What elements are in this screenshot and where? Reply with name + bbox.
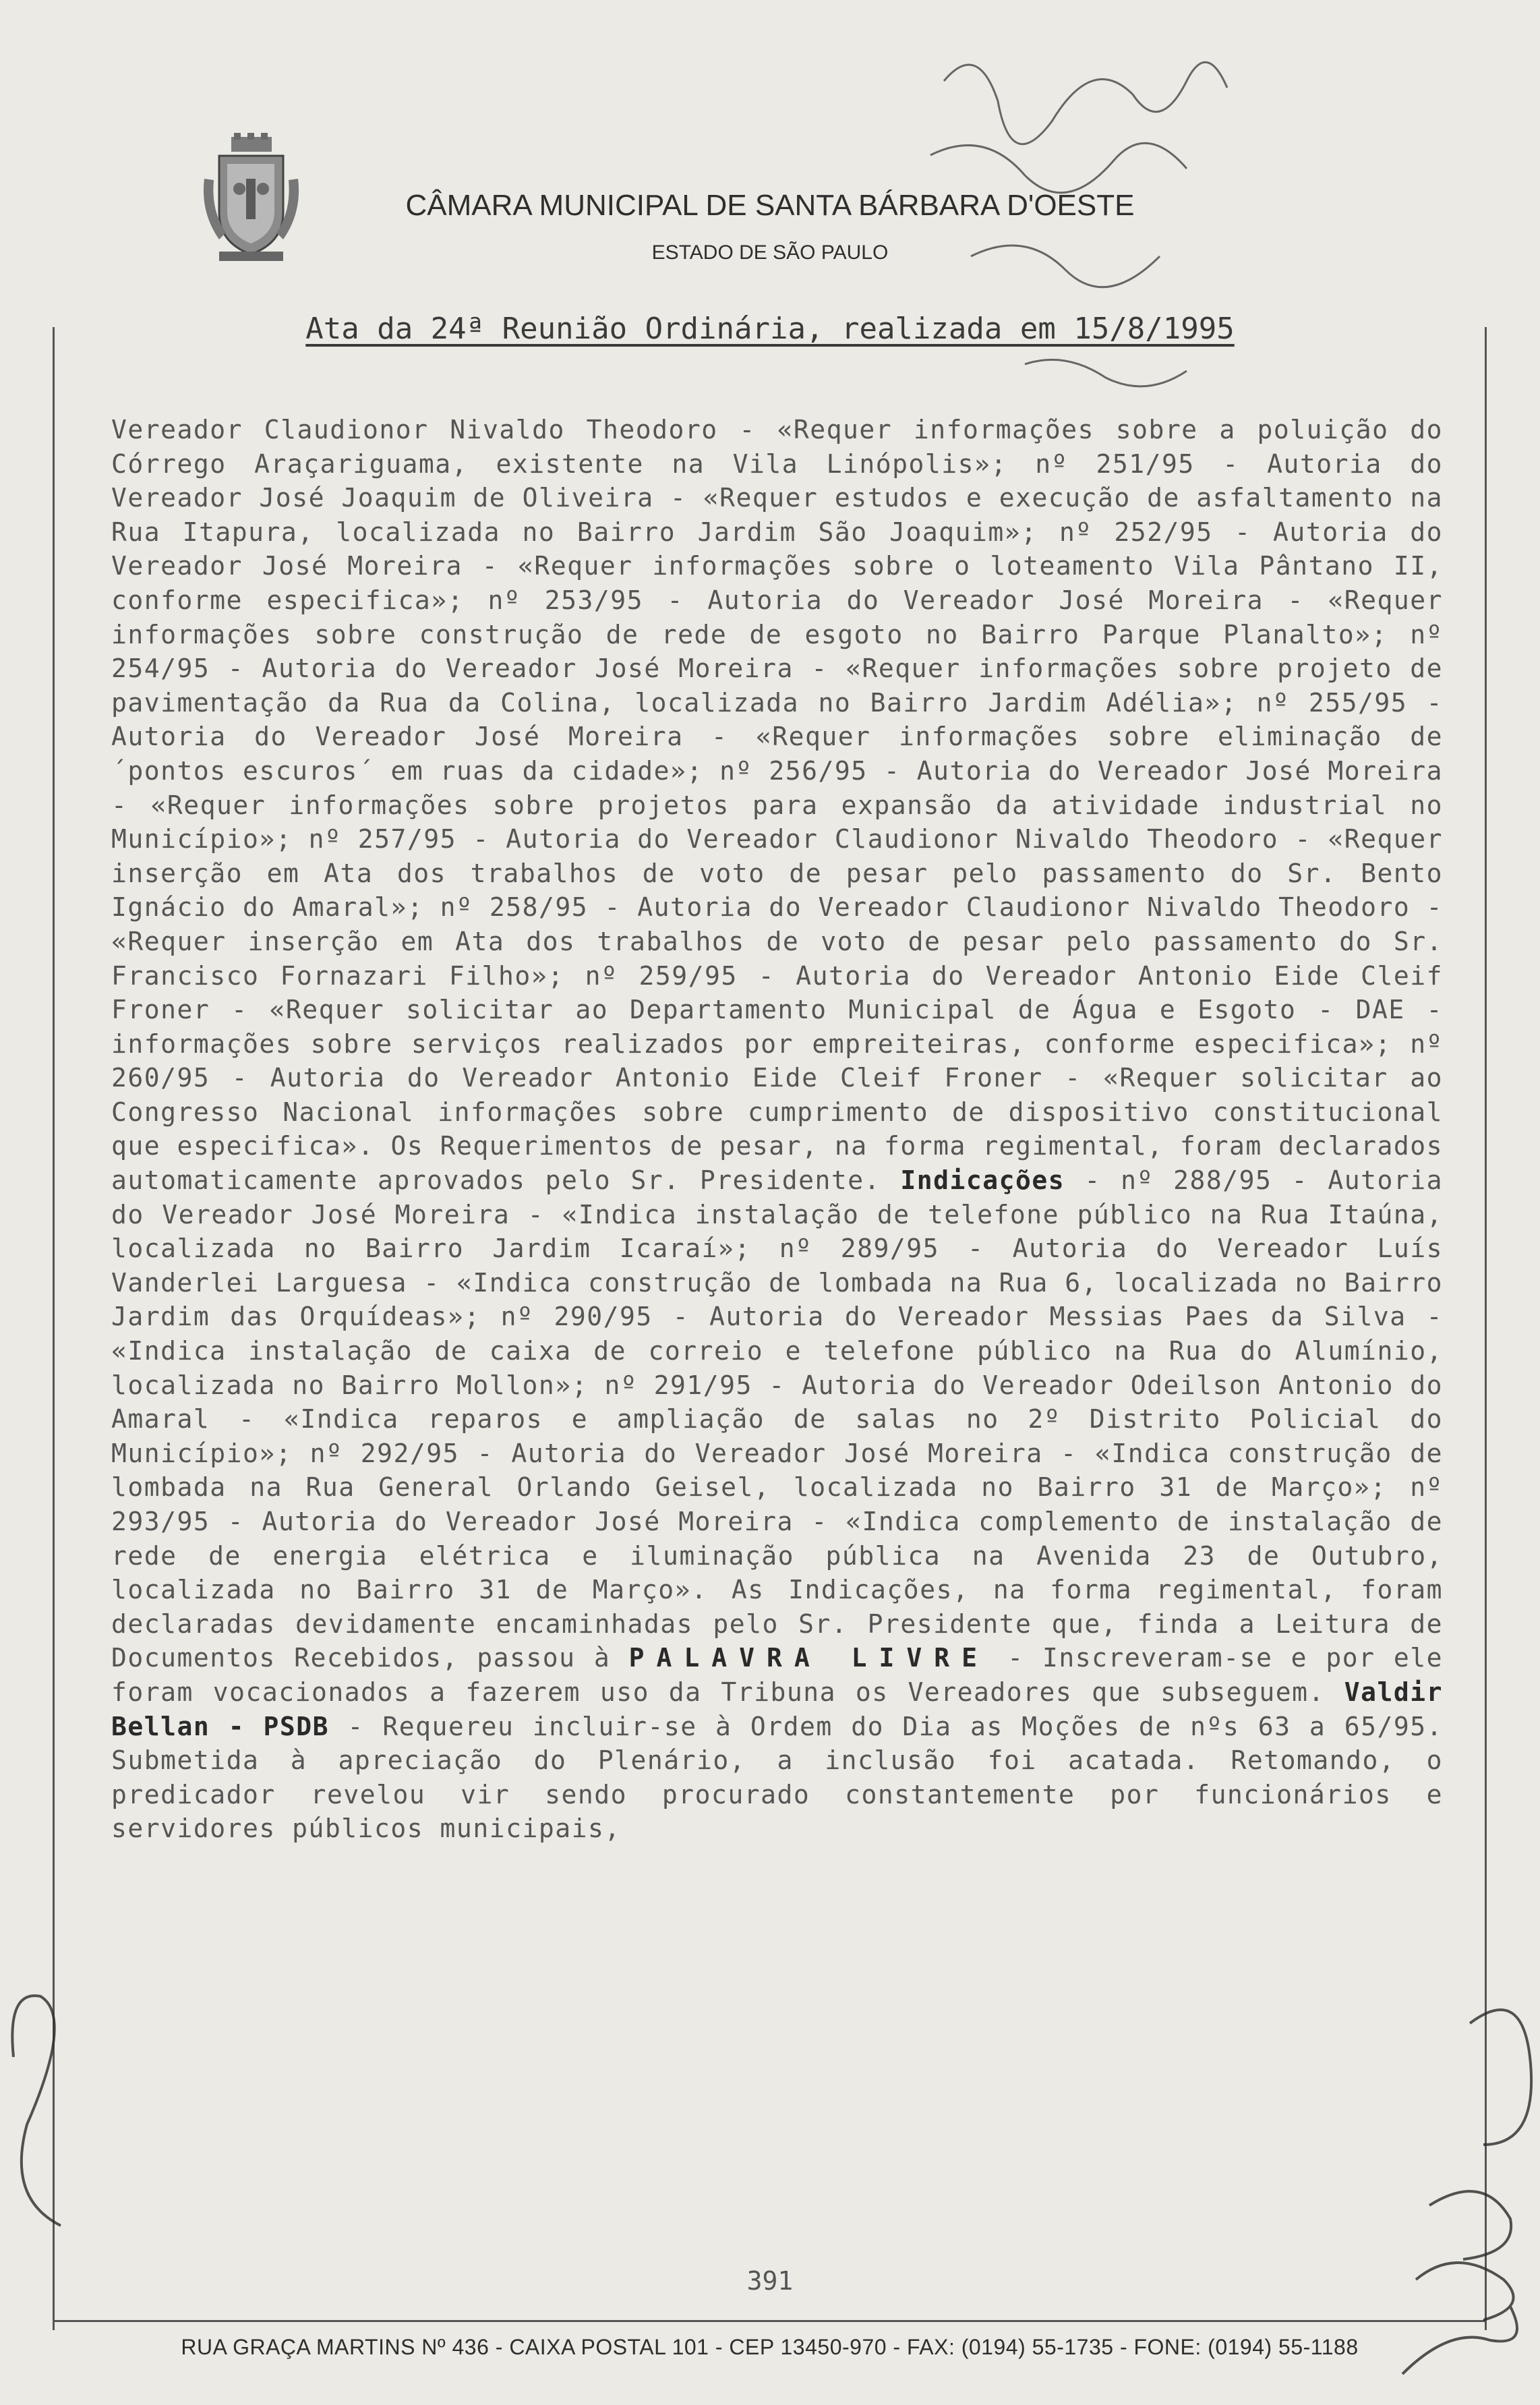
minutes-body	[111, 413, 1443, 1846]
indicacoes-heading: Indicações	[900, 1165, 1065, 1196]
left-margin-rule	[53, 327, 55, 2330]
palavra-livre-heading: PALAVRA LIVRE	[628, 1643, 989, 1673]
body-paragraph-part-3: - Inscreveram-se e por ele foram vocacionados a fazerem uso da Tribuna os Vereadores que subseguem.	[111, 1643, 1443, 1707]
state-name: ESTADO DE SÃO PAULO	[651, 241, 889, 264]
speaker-name: Valdir Bellan - PSDB	[111, 1677, 1443, 1741]
footer-rule	[53, 2320, 1487, 2322]
body-paragraph-part-4: - Requereu incluir-se à Ordem do Dia as Moções de nºs 63 a 65/95. Submetida à apreciação do Plenário, a inclusão foi acatada. Retomando, o predicador revelou vir sendo procurado constantemente por funcionários e servidores públicos municipais,	[111, 1711, 1443, 1844]
page-number: 391	[746, 2266, 794, 2296]
chamber-name: CÂMARA MUNICIPAL DE SANTA BÁRBARA D'OESTE	[405, 189, 1135, 222]
footer-address: RUA GRAÇA MARTINS Nº 436 - CAIXA POSTAL 101 - CEP 13450-970 - FAX: (0194) 55-1735 - FONE: (0194) 55-1188	[181, 2335, 1359, 2359]
document-title: Ata da 24ª Reunião Ordinária, realizada em 15/8/1995	[305, 312, 1235, 346]
body-paragraph-part-2: - nº 288/95 - Autoria do Vereador José Moreira - «Indica instalação de telefone público na Rua Itaúna, localizada no Bairro Jardim Icaraí»; nº 289/95 - Autoria do Vereador Luís Vanderlei Larguesa - «Indica construção de lombada na Rua 6, localizada no Bairro Jardim das Orquídeas»; nº 290/95 - Autoria do Vereador Messias Paes da Silva - «Indica instalação de caixa de correio e telefone público na Rua do Alumínio, localizada no Bairro Mollon»; nº 291/95 - Autoria do Vereador Odeilson Antonio do Amaral - «Indica reparos e ampliação de salas no 2º Distrito Policial do Município»; nº 292/95 - Autoria do Vereador José Moreira - «Indica construção de lombada na Rua General Orlando Geisel, localizada no Bairro 31 de Março»; nº 293/95 - Autoria do Vereador José Moreira - «Indica complemento de instalação de rede de energia elétrica e iluminação pública na Avenida 23 de Outubro, localizada no Bairro 31 de Março». As Indicações, na forma regimental, foram declaradas devidamente encaminhadas pelo Sr. Presidente que, finda a Leitura de Documentos Recebidos, passou à	[111, 1165, 1443, 1673]
body-paragraph-part-1: Vereador Claudionor Nivaldo Theodoro - «Requer informações sobre a poluição do Córrego Araçariguama, existente na Vila Linópolis»; nº 251/95 - Autoria do Vereador José Joaquim de Oliveira - «Requer estudos e execução de asfaltamento na Rua Itapura, localizada no Bairro Jardim São Joaquim»; nº 252/95 - Autoria do Vereador José Moreira - «Requer informações sobre o loteamento Vila Pântano II, conforme especifica»; nº 253/95 - Autoria do Vereador José Moreira - «Requer informações sobre construção de rede de esgoto no Bairro Parque Planalto»; nº 254/95 - Autoria do Vereador José Moreira - «Requer informações sobre projeto de pavimentação da Rua da Colina, localizada no Bairro Jardim Adélia»; nº 255/95 - Autoria do Vereador José Moreira - «Requer informações sobre eliminação de ´pontos escuros´ em ruas da cidade»; nº 256/95 - Autoria do Vereador José Moreira - «Requer informações sobre projetos para expansão da atividade industrial no Município»; nº 257/95 - Autoria do Vereador Claudionor Nivaldo Theodoro - «Requer inserção em Ata dos trabalhos de voto de pesar pelo passamento do Sr. Bento Ignácio do Amaral»; nº 258/95 - Autoria do Vereador Claudionor Nivaldo Theodoro - «Requer inserção em Ata dos trabalhos de voto de pesar pelo passamento do Sr. Francisco Fornazari Filho»; nº 259/95 - Autoria do Vereador Antonio Eide Cleif Froner - «Requer solicitar ao Departamento Municipal de Água e Esgoto - DAE - informações sobre serviços realizados por empreiteiras, conforme especifica»; nº 260/95 - Autoria do Vereador Antonio Eide Cleif Froner - «Requer solicitar ao Congresso Nacional informações sobre cumprimento de dispositivo constitucional que especifica». Os Requerimentos de pesar, na forma regimental, foram declarados automaticamente aprovados pelo Sr. Presidente.	[111, 415, 1443, 1196]
right-margin-rule	[1485, 327, 1487, 2330]
